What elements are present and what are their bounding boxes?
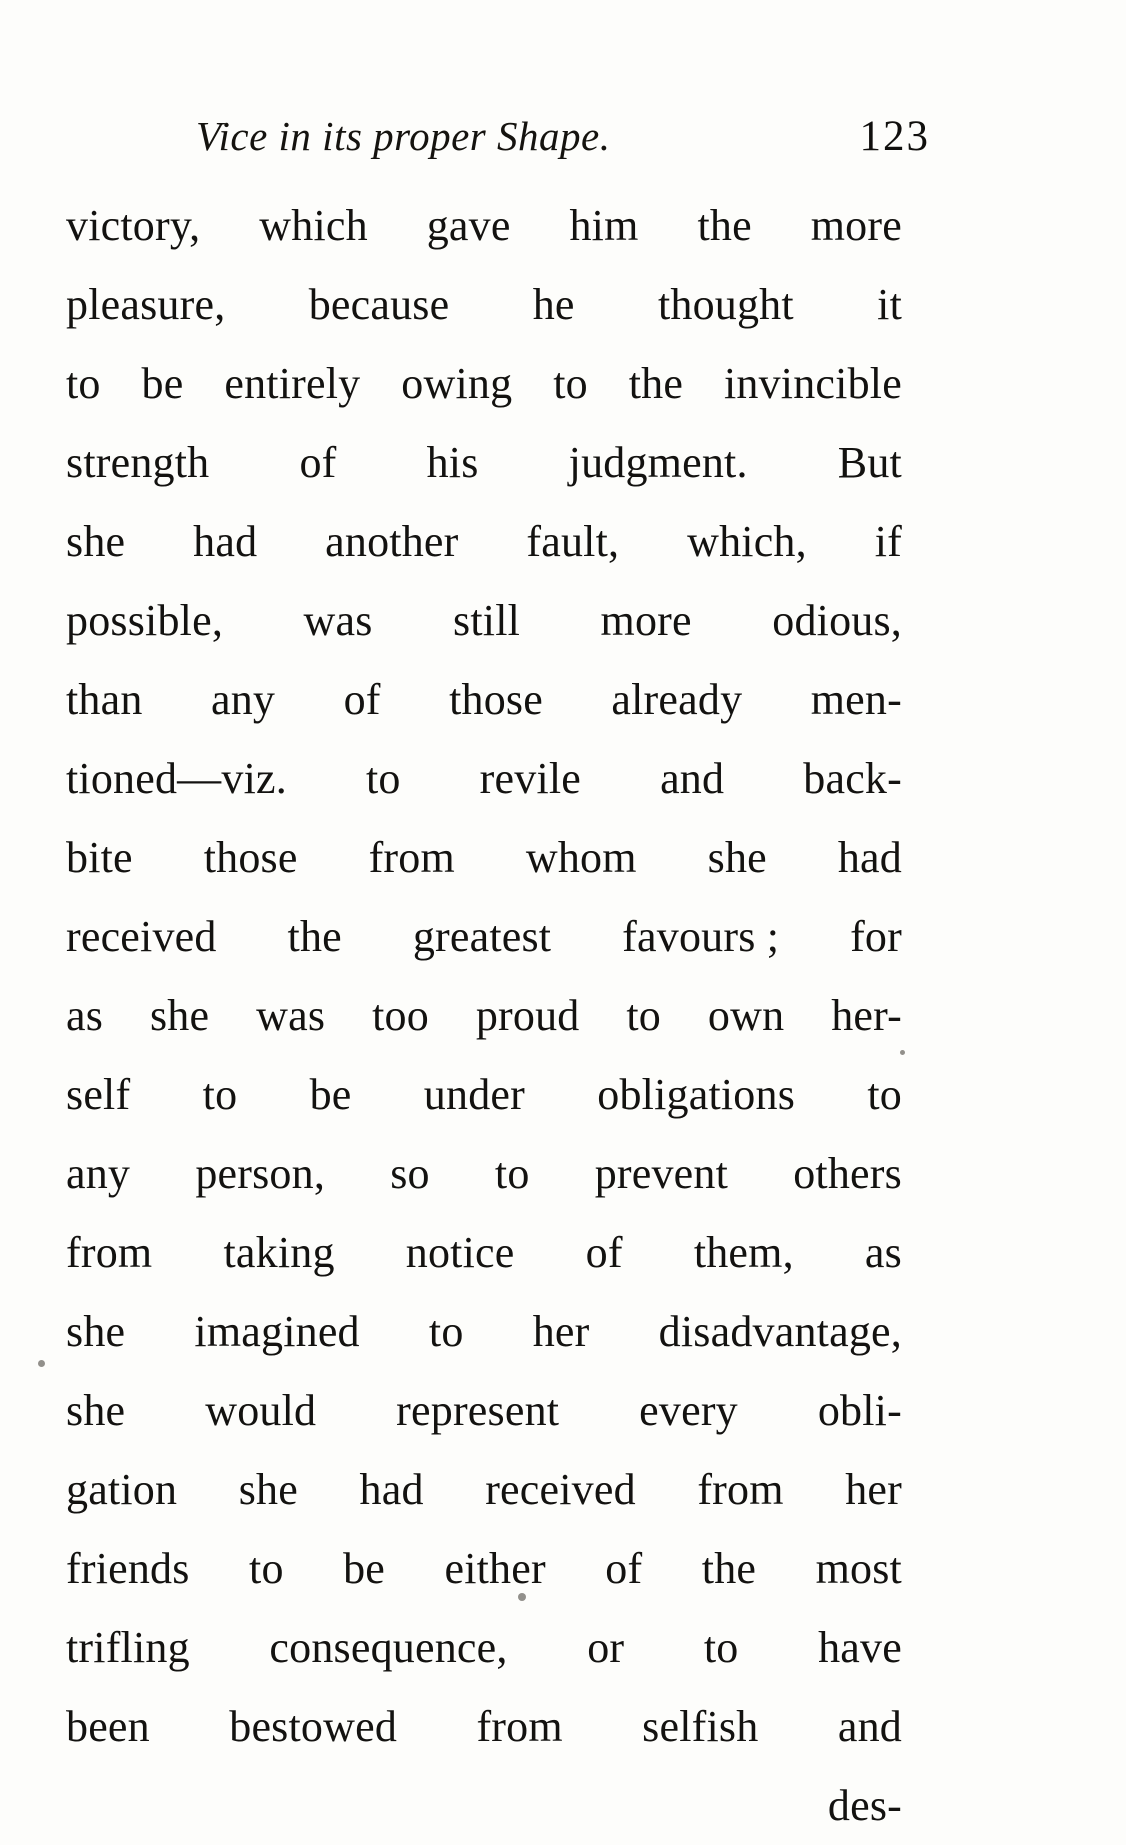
text-word: than: [66, 675, 143, 724]
text-word: owing: [401, 359, 513, 408]
text-word: had: [837, 833, 902, 882]
text-word: received: [66, 912, 217, 961]
text-word: those: [449, 675, 543, 724]
text-word: more: [810, 201, 902, 250]
text-word: fault,: [526, 517, 620, 566]
text-word: victory,: [66, 201, 201, 250]
text-word: obligations: [597, 1070, 796, 1119]
text-word: friends: [66, 1544, 190, 1593]
text-word: so: [390, 1149, 430, 1198]
text-line: [66, 1371, 902, 1450]
text-word: already: [611, 675, 743, 724]
text-word: have: [818, 1623, 902, 1672]
text-line: [66, 897, 902, 976]
text-line: [66, 1134, 902, 1213]
text-word: invincible: [723, 359, 902, 408]
text-word: the: [287, 912, 342, 961]
text-word: to: [867, 1070, 902, 1119]
text-word: obli-: [817, 1386, 902, 1435]
text-word: selfish: [642, 1702, 759, 1751]
text-word: of: [299, 438, 337, 487]
text-word: be: [309, 1070, 352, 1119]
text-word: because: [308, 280, 450, 329]
text-word: entirely: [224, 359, 361, 408]
text-word: gation: [66, 1465, 178, 1514]
text-word: any: [211, 675, 276, 724]
text-word: would: [205, 1386, 317, 1435]
text-word: trifling: [66, 1623, 190, 1672]
text-word: she: [238, 1465, 298, 1514]
text-word: had: [359, 1465, 424, 1514]
text-word: prevent: [594, 1149, 729, 1198]
text-word: to: [703, 1623, 739, 1672]
text-word: bite: [66, 833, 133, 882]
text-word: to: [553, 359, 588, 408]
text-word: her: [845, 1465, 902, 1514]
text-word: proud: [475, 991, 580, 1040]
paper-speck: [518, 1593, 526, 1601]
text-word: most: [815, 1544, 902, 1593]
text-word: another: [325, 517, 459, 566]
text-word: gave: [426, 201, 511, 250]
paper-speck: [900, 1050, 905, 1055]
text-word: represent: [396, 1386, 560, 1435]
text-word: to: [202, 1070, 238, 1119]
text-word: bestowed: [229, 1702, 398, 1751]
text-word: she: [149, 991, 210, 1040]
text-word: those: [203, 833, 298, 882]
text-word: thought: [657, 280, 794, 329]
text-word: own: [707, 991, 785, 1040]
text-line: [66, 1608, 902, 1687]
text-line: [66, 976, 902, 1055]
text-word: be: [343, 1544, 386, 1593]
text-word: she: [66, 517, 126, 566]
text-word: tioned—viz.: [66, 754, 287, 803]
text-word: possible,: [66, 596, 224, 645]
text-word: judgment.: [568, 438, 748, 487]
text-word: from: [66, 1228, 153, 1277]
text-word: for: [850, 912, 902, 961]
text-word: which: [259, 201, 368, 250]
text-word: to: [626, 991, 661, 1040]
text-word: from: [476, 1702, 563, 1751]
text-word: notice: [405, 1228, 515, 1277]
text-word: and: [660, 754, 725, 803]
text-line: [66, 581, 902, 660]
text-word: it: [877, 280, 902, 329]
text-word: which,: [687, 517, 807, 566]
text-word: back-: [803, 754, 902, 803]
text-word: he: [532, 280, 575, 329]
text-word: the: [628, 359, 684, 408]
text-line: [66, 1766, 902, 1845]
text-word: revile: [479, 754, 582, 803]
text-word: to: [365, 754, 401, 803]
text-word: strength: [66, 438, 210, 487]
text-word: to: [494, 1149, 530, 1198]
text-line: [66, 739, 902, 818]
text-word: greatest: [412, 912, 552, 961]
text-word: from: [368, 833, 455, 882]
text-line: [66, 502, 902, 581]
text-word: self: [66, 1070, 131, 1119]
text-word: person,: [195, 1149, 326, 1198]
text-word: des-: [827, 1781, 902, 1830]
running-head: [196, 112, 936, 161]
text-line: [66, 1450, 902, 1529]
text-word: was: [303, 596, 373, 645]
text-word: imagined: [194, 1307, 360, 1356]
page-number: 123: [859, 113, 930, 160]
text-line: [66, 344, 902, 423]
text-word: if: [874, 517, 902, 566]
text-line: [66, 1055, 902, 1134]
text-word: pleasure,: [66, 280, 226, 329]
text-word: more: [600, 596, 692, 645]
text-line: [66, 1213, 902, 1292]
text-line: [66, 423, 902, 502]
text-word: under: [423, 1070, 525, 1119]
text-word: disadvantage,: [658, 1307, 902, 1356]
text-word: be: [141, 359, 184, 408]
text-line: [66, 660, 902, 739]
text-word: of: [343, 675, 381, 724]
text-word: her: [532, 1307, 590, 1356]
text-line: [66, 186, 902, 265]
text-word: others: [793, 1149, 902, 1198]
text-word: she: [707, 833, 767, 882]
text-line: [66, 1687, 902, 1766]
text-word: had: [193, 517, 258, 566]
text-word: them,: [693, 1228, 794, 1277]
text-line: [66, 818, 902, 897]
text-word: odious,: [772, 596, 902, 645]
text-line: [66, 1529, 902, 1608]
running-head-title: Vice in its proper Shape.: [196, 113, 611, 159]
text-word: still: [453, 596, 521, 645]
text-word: too: [372, 991, 429, 1040]
text-word: every: [639, 1386, 738, 1435]
text-word: to: [66, 359, 101, 408]
text-word: favours ;: [622, 912, 780, 961]
text-line: [66, 1292, 902, 1371]
text-word: was: [256, 991, 326, 1040]
text-word: consequence,: [269, 1623, 508, 1672]
text-word: him: [569, 201, 639, 250]
text-word: his: [426, 438, 479, 487]
text-word: the: [701, 1544, 757, 1593]
text-word: received: [485, 1465, 636, 1514]
text-word: from: [697, 1465, 784, 1514]
text-word: and: [837, 1702, 902, 1751]
text-word: either: [444, 1544, 546, 1593]
text-word: been: [66, 1702, 150, 1751]
text-word: But: [837, 438, 902, 487]
text-word: she: [66, 1307, 126, 1356]
text-word: men-: [810, 675, 902, 724]
text-word: to: [428, 1307, 464, 1356]
text-word: the: [697, 201, 752, 250]
text-line: [66, 265, 902, 344]
text-word: of: [605, 1544, 643, 1593]
text-word: any: [66, 1149, 131, 1198]
text-word: of: [585, 1228, 623, 1277]
text-word: as: [66, 991, 104, 1040]
body-text: [66, 186, 902, 1845]
text-word: taking: [223, 1228, 335, 1277]
text-word: whom: [525, 833, 637, 882]
text-word: or: [587, 1623, 625, 1672]
text-word: she: [66, 1386, 126, 1435]
text-word: as: [864, 1228, 902, 1277]
text-word: to: [249, 1544, 284, 1593]
text-word: her-: [831, 991, 902, 1040]
paper-speck: [38, 1360, 45, 1367]
